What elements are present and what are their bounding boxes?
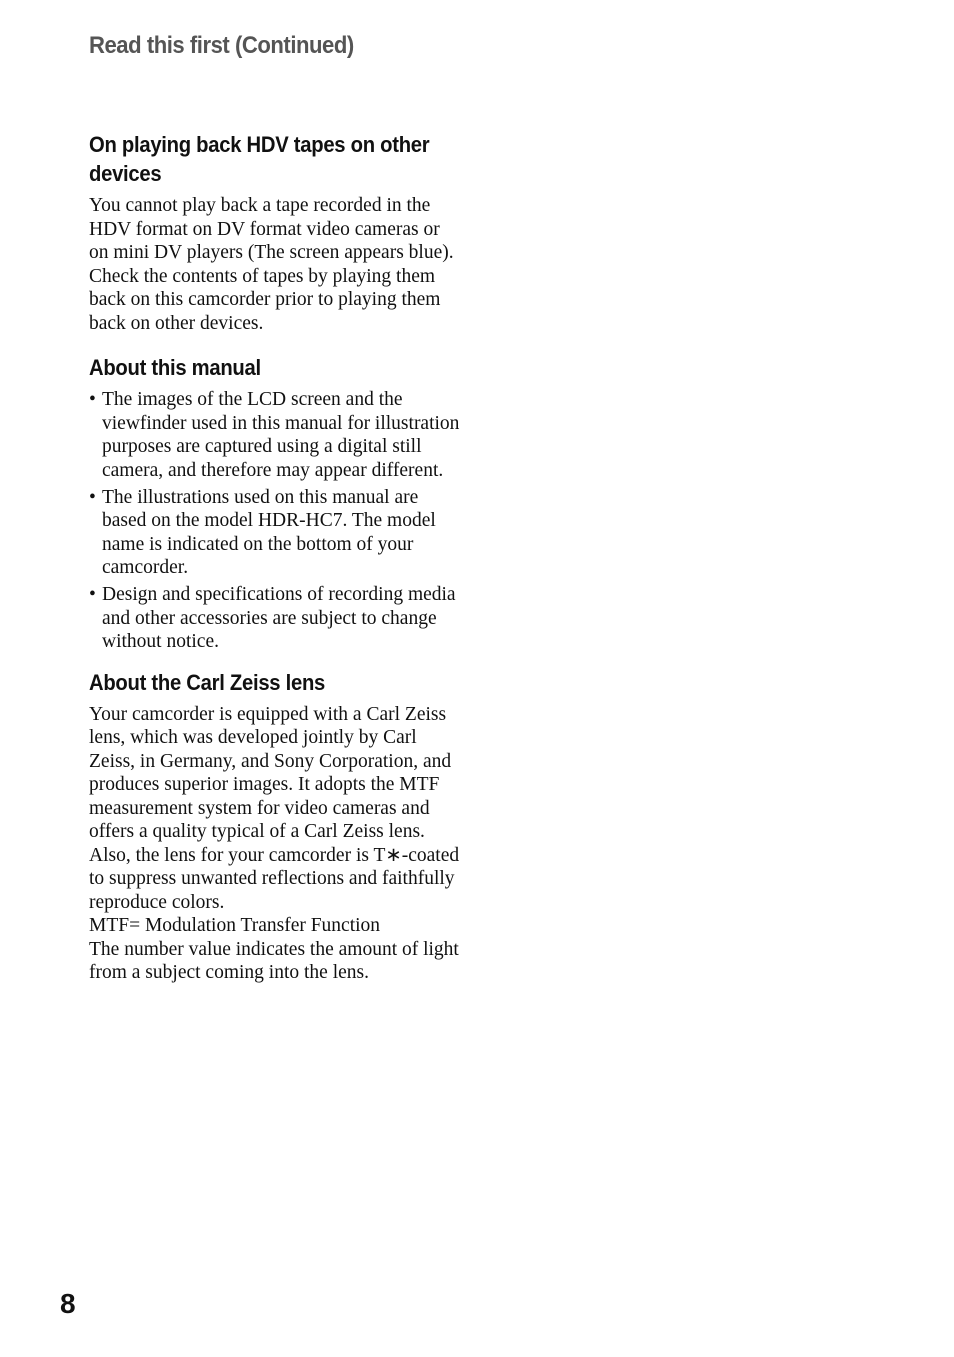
content-column bbox=[89, 130, 461, 985]
bullet-icon: • bbox=[89, 486, 96, 508]
list-item: • The images of the LCD screen and the viewfinder used in this manual for illustration purposes are captured using a digital still camera, and therefore may appear different. bbox=[89, 389, 460, 481]
paragraph-lens-3: The number value indicates the amount of light from a subject coming into the lens. bbox=[89, 938, 459, 983]
list-item: • The illustrations used on this manual are based on the model HDR-HC7. The model name is indicated on the bottom of your camcorder. bbox=[89, 486, 436, 578]
paragraph-hdv-playback-1: You cannot play back a tape recorded in the HDV format on DV format video cameras or on mini DV players (The screen appears blue). bbox=[89, 195, 454, 263]
manual-bullet-list bbox=[89, 388, 461, 654]
paragraph-hdv-playback-2: Check the contents of tapes by playing them back on this camcorder prior to playing them back on other devices. bbox=[89, 265, 441, 334]
heading-about-manual: About this manual bbox=[89, 355, 261, 380]
heading-carl-zeiss-lens: About the Carl Zeiss lens bbox=[89, 669, 326, 695]
bullet-icon: • bbox=[89, 584, 96, 605]
paragraph-lens-1: Your camcorder is equipped with a Carl Zeiss lens, which was developed jointly by Carl Zeiss, in Germany, and Sony Corporation, and produces superior images. It adopts the MTF measurement system for video cameras and offers a quality typical of a Carl Zeiss lens. Also, the lens for your camcorder is T∗-coated to suppress unwanted reflections and faithfully reproduce colors. bbox=[89, 703, 460, 913]
paragraph-lens-2: MTF= Modulation Transfer Function bbox=[89, 915, 381, 936]
bullet-icon: • bbox=[89, 389, 96, 410]
running-header: Read this first (Continued) bbox=[89, 32, 354, 59]
page-number: 8 bbox=[60, 1288, 76, 1319]
heading-hdv-playback: On playing back HDV tapes on other devices bbox=[89, 132, 430, 186]
list-item: • Design and specifications of recording media and other accessories are subject to change without notice. bbox=[89, 584, 456, 652]
